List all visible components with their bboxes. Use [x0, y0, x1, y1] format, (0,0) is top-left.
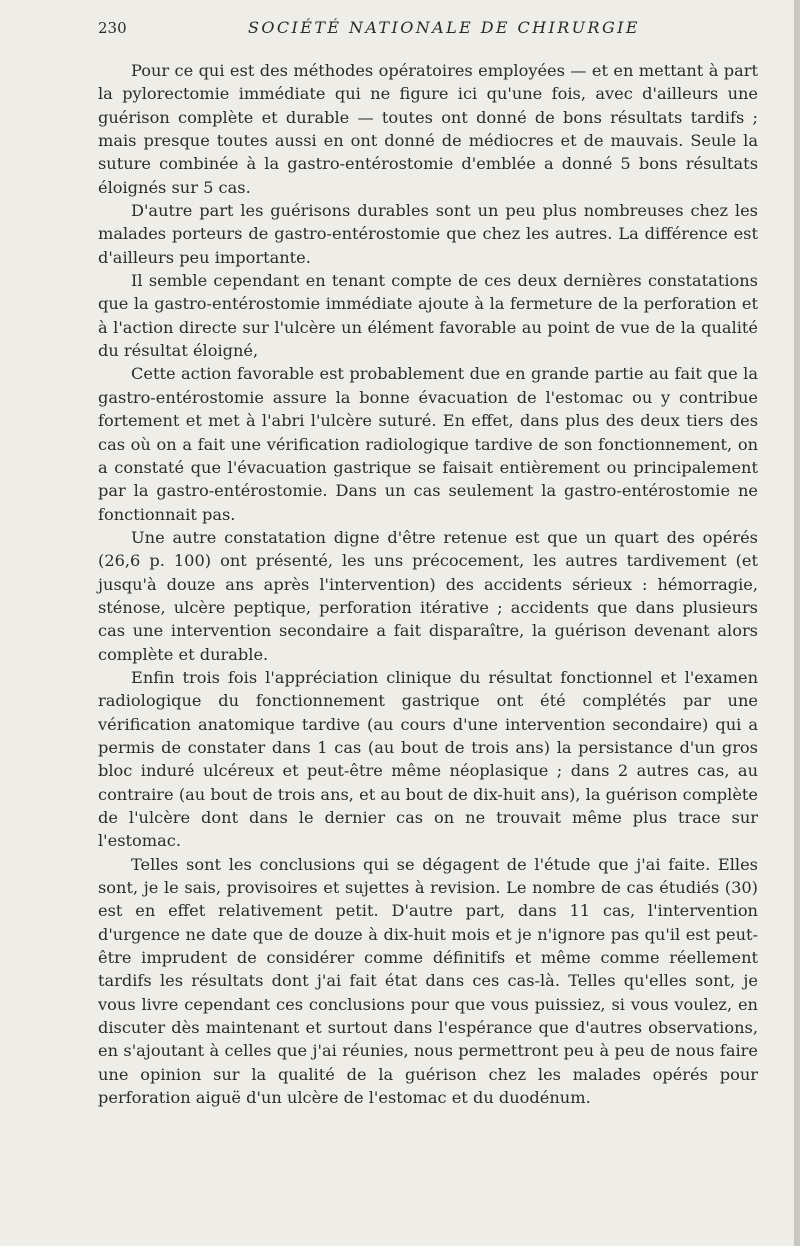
page-edge-shadow — [794, 0, 800, 1246]
running-header — [98, 16, 758, 40]
paragraph-6: Enfin trois fois l'appréciation clinique du résultat fonctionnel et l'examen radiologique du fonctionnement gastrique ont été complétés par une vérification anatomique tardive (au cours d'une intervention secondaire) qui a permis de constater dans 1 cas (au bout de trois ans) la persistance d'un gros bloc induré ulcéreux et peut-être même néoplasique ; dans 2 autres cas, au contraire (au bout de trois ans, et au bout de dix-huit ans), la guérison complète de l'ulcère dont dans le dernier cas on ne trouvait même plus trace sur l'estomac. — [98, 667, 758, 851]
page-number: 230 — [98, 19, 127, 37]
paragraph-4: Cette action favorable est probablement due en grande partie au fait que la gastro-entérostomie assure la bonne évacuation de l'estomac ou y contribue fortement et met à l'abri l'ulcère suturé. En effet, dans plus des deux tiers des cas où on a fait une vérification radiologique tardive de son fonctionnement, on a constaté que l'évacuation gastrique se faisait entièrement ou principalement par la gastro-entérostomie. Dans un cas seulement la gastro-entérostomie ne fonctionnait pas. — [98, 364, 758, 524]
paragraph-7: Telles sont les conclusions qui se dégagent de l'étude que j'ai faite. Elles sont, je le sais, provisoires et sujettes à revision. Le nombre de cas étudiés (30) est en effet relativement petit. D'autre part, dans 11 cas, l'intervention d'urgence ne date que de douze à dix-huit mois et je n'ignore pas qu'il est peut-être imprudent de considérer comme définitifs et même comme réellement tardifs les résultats dont j'ai fait état dans ces cas-là. Telles qu'elles sont, je vous livre cependant ces conclusions pour que vous puissiez, si vous voulez, en discuter dès maintenant et surtout dans l'espérance que d'autres observations, en s'ajoutant à celles que j'ai réunies, nous permettront peu à peu de nous faire une opinion sur la qualité de la guérison chez les malades opérés pour perforation aiguë d'un ulcère de l'estomac et du duodénum. — [98, 854, 758, 1108]
paragraph-5: Une autre constatation digne d'être retenue est que un quart des opérés (26,6 p. 100) ont présenté, les uns précocement, les autres tardivement (et jusqu'à douze ans après l'intervention) des accidents sérieux : hémorragie, sténose, ulcère peptique, perforation itérative ; accidents que dans plusieurs cas une intervention secondaire a fait disparaître, la guérison devenant alors complète et durable. — [98, 527, 758, 664]
paragraph-1: Pour ce qui est des méthodes opératoires employées — et en mettant à part la pylorectomie immédiate qui ne figure ici qu'une fois, avec d'ailleurs une guérison complète et durable — toutes ont donné de bons résultats tardifs ; mais presque toutes aussi en ont donné de médiocres et de mauvais. Seule la suture combinée à la gastro-entérostomie d'emblée a donné 5 bons résultats éloignés sur 5 cas. — [98, 61, 758, 197]
paragraph-2: D'autre part les guérisons durables sont un peu plus nombreuses chez les malades porteurs de gastro-entérostomie que chez les autres. La différence est d'ailleurs peu importante. — [98, 201, 758, 267]
running-title: SOCIÉTÉ NATIONALE DE CHIRURGIE — [248, 18, 640, 37]
body-text — [98, 59, 758, 1109]
paragraph-3: Il semble cependant en tenant compte de ces deux dernières constatations que la gastro-entérostomie immédiate ajoute à la fermeture de la perforation et à l'action directe sur l'ulcère un élément favorable au point de vue de la qualité du résultat éloigné, — [98, 271, 758, 361]
